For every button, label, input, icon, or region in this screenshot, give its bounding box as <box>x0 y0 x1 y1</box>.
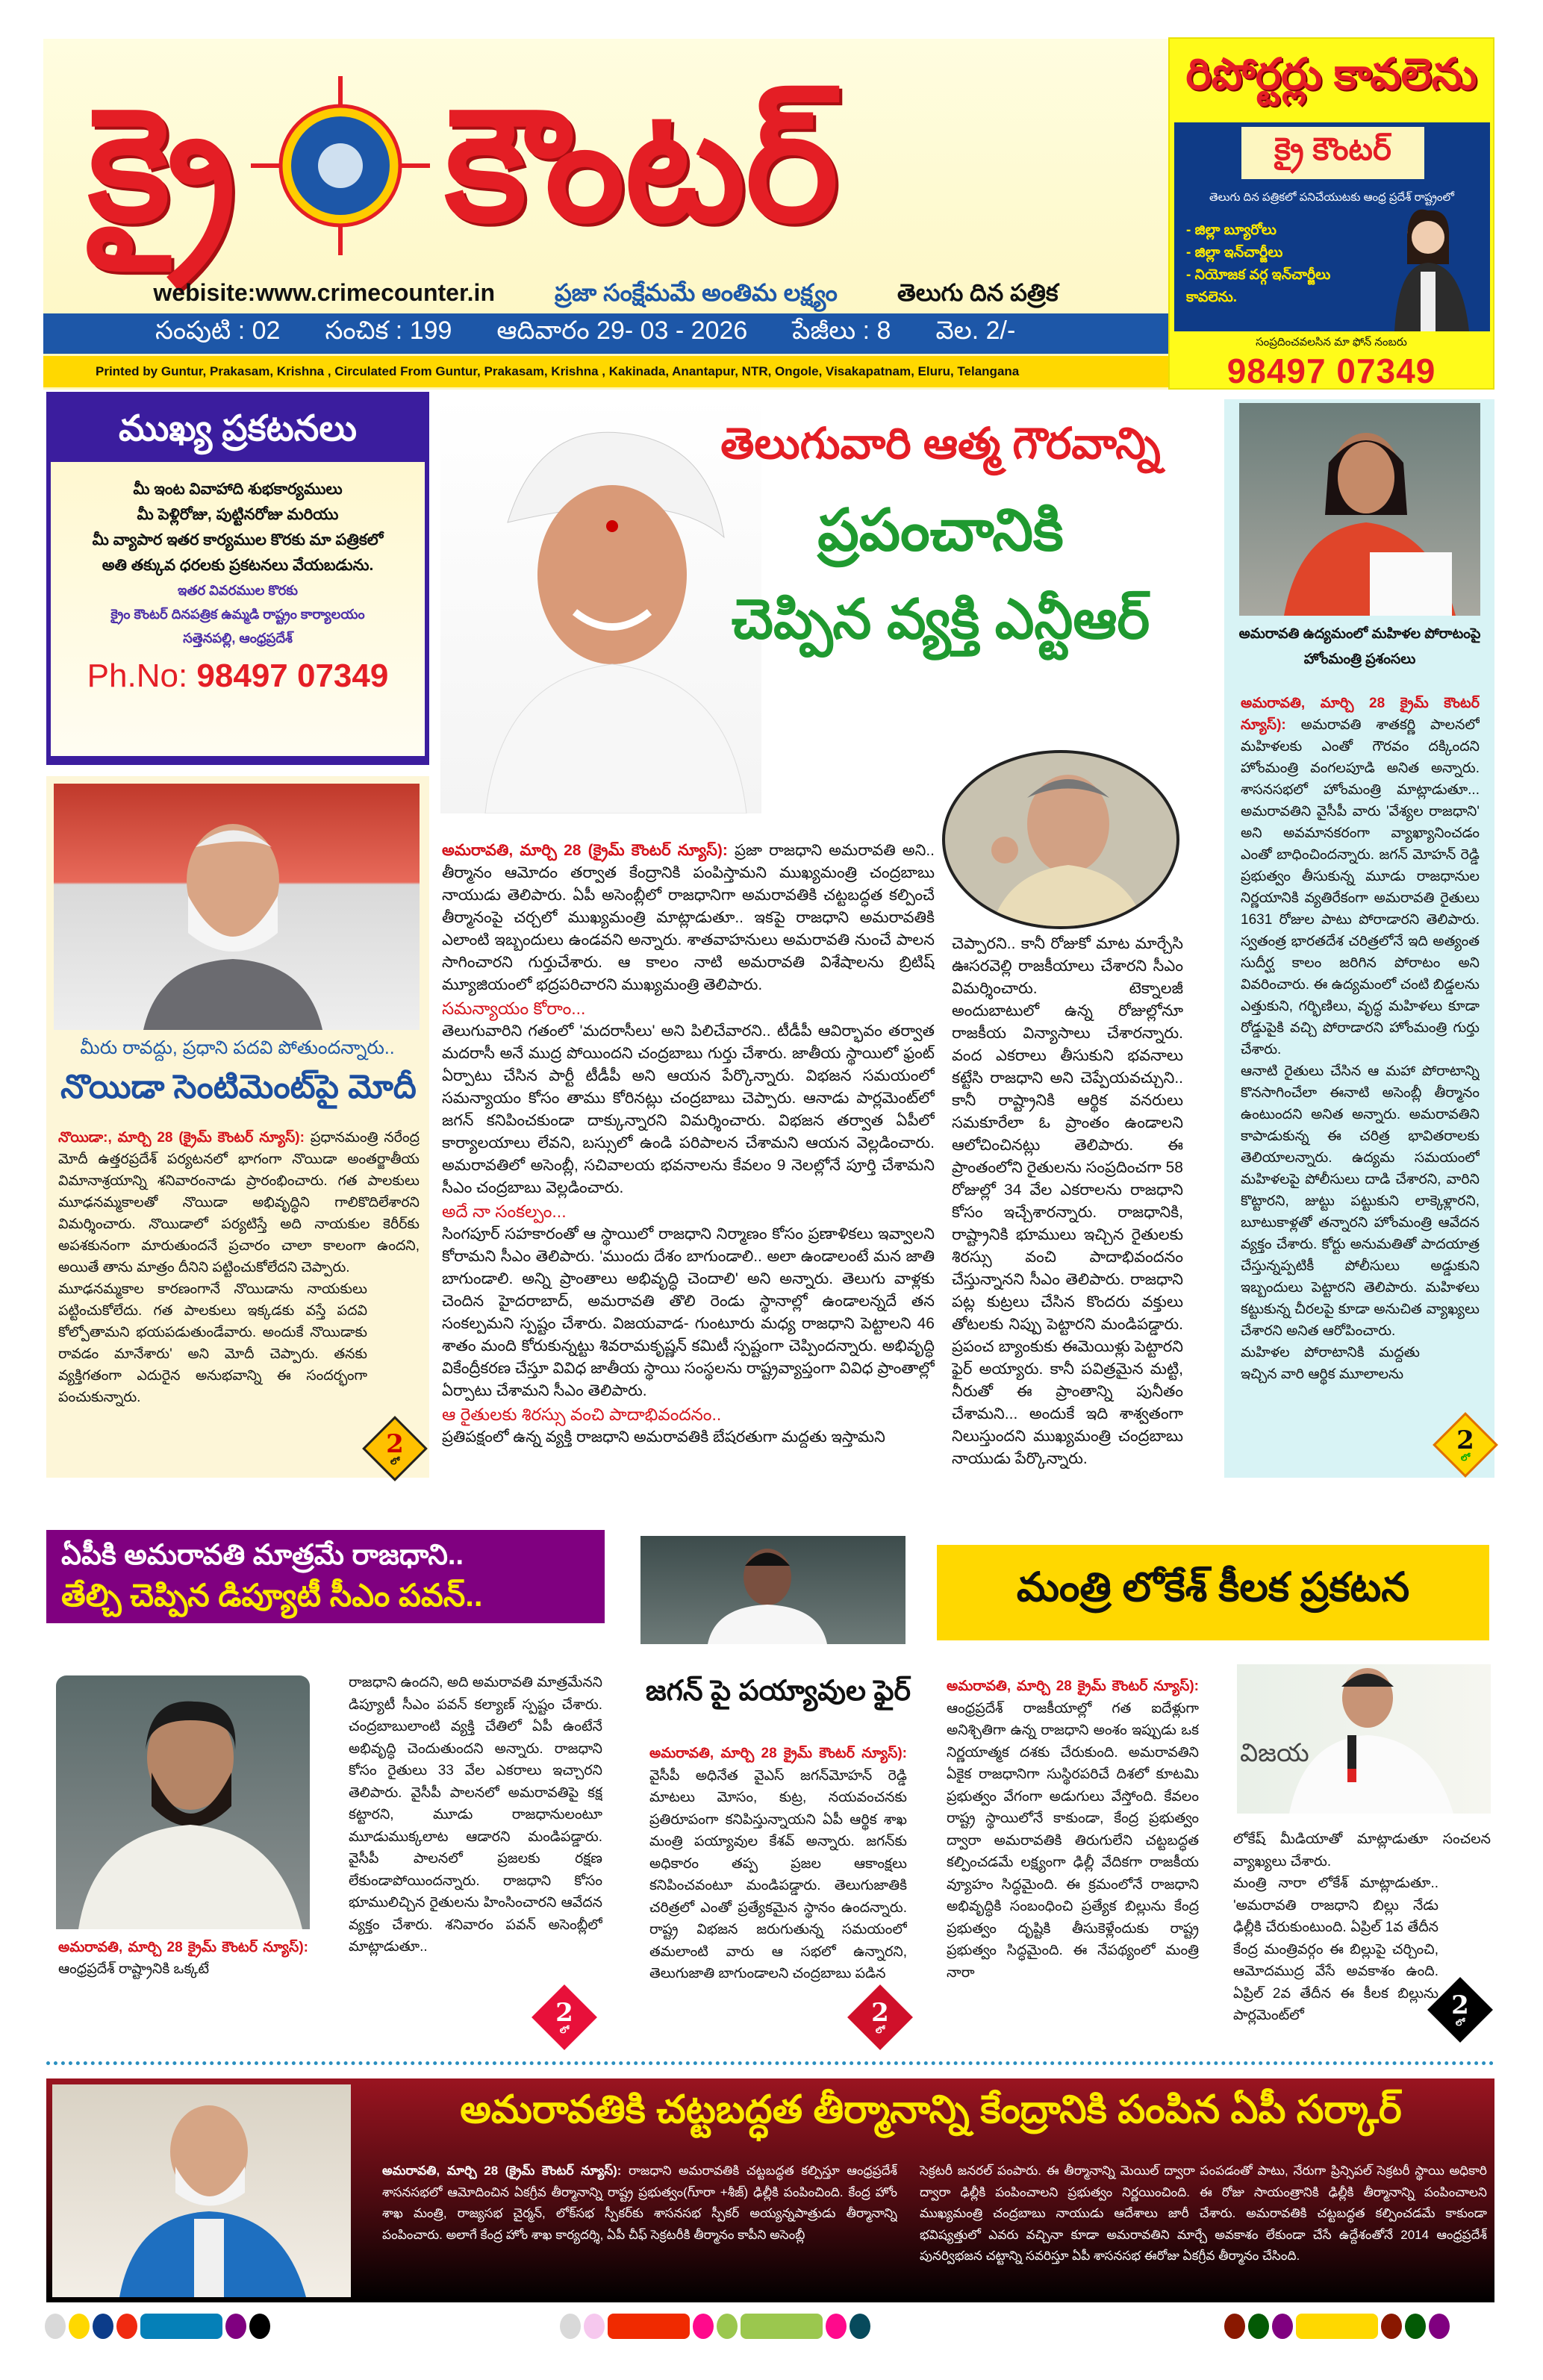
website: webisite:www.crimecounter.in <box>153 279 495 306</box>
slogan: ప్రజా సంక్షేమమే అంతిమ లక్ష్యం <box>554 279 838 306</box>
paragraph: రాజధాని అమరావతికి చట్టబద్ధత కల్పిస్తూ ఆంధ్రప్రదేశ్ శాసనసభలో ఆమోదించిన ఏకగ్రీవ తీర్మానాన్ని రాష్ట్ర ప్రభుత్వం(గూ్రా +శీజ్) ఢిల్లీకి పంపించింది. కేంద్ర హోం శాఖ మంత్రి, రాజ్యసభ చైర్మన్, లోక్‌సభ స్పీకర్‌కు శాసనసభ స్పీకర్ అయ్యన్నపాత్రుడు తీర్మానాన్ని పంపించారు. అలాగే కేంద్ర హోం శాఖ కార్యదర్శి, ఏపీ చీఫ్ సెక్రటరీకి తీర్మానం కాపీని అసెంబ్లీ <box>382 2164 897 2242</box>
color-swatch <box>93 2314 113 2339</box>
lead-body <box>442 840 935 1515</box>
lead-headline <box>702 407 1179 660</box>
dateline: అమరావతి, మార్చి 28 క్రైమ్ కౌంటర్ న్యూస్): <box>649 1746 907 1761</box>
ad-position: - జిల్లా బ్యూరోలు <box>1186 222 1277 238</box>
bottom-body-col2: సెక్రటరీ జనరల్ పంపారు. ఈ తీర్మానాన్ని మెయిల్ ద్వారా పంపడంతో పాటు, నేరుగా ప్రిన్సిపల్ సెక్రటరీ స్థాయి అధికారి ద్వారా ఢిల్లీకి పంపించాలని ప్రభుత్వం నిర్ణయించింది. ఈ రోజు సాయంత్రానికి ఢిల్లీకి తీర్మానాన్ని పంపించాలని ముఖ్యమంత్రి చంద్రబాబు నాయుడు ఆదేశాలు జారీ చేశారు. అమరావతికి చట్టబద్ధత కల్పించడమే కాకుండా భవిష్యత్తులో ఎవరు వచ్చినా కూడా అమరావతిని మార్చే అవకాశం లేకుండా చేసే ఉద్దేశంతోనే 2014 ఆంధ్రప్రదేశ్ పునర్విభజన చట్టాన్ని సవరిస్తూ ఏపీ శాసనసభ ఈరోజు ఏకగ్రీవ తీర్మానం చేసింది. <box>920 2164 1487 2263</box>
headline-line: తెలుగువారి ఆత్మ గౌరవాన్ని <box>720 419 1161 468</box>
paragraph: వైసీపీ అధినేత వైఎస్ జగన్‌మోహన్ రెడ్డి మాటలు మోసం, కుట్ర, నయవంచనకు ప్రతిరూపంగా కనిపిస్తున్నాయని ఏపీ ఆర్థిక శాఖ మంత్రి పయ్యావుల కేశవ్ అన్నారు. జగన్‌కు అధికారం తప్ప ప్రజల ఆకాంక్షలు కనిపించవంటూ మండిపడ్డారు. తెలుగుజాతికి చరిత్రలో ఎంతో ప్రత్యేకమైన స్థానం ఉందన్నారు. రాష్ట్ర విభజన జరుగుతున్న సమయంలో తమలాంటి వారు ఆ సభలో ఉన్నారని, తెలుగుజాతి బాగుండాలని చంద్రబాబు పడిన <box>649 1767 907 1981</box>
color-swatch <box>225 2314 246 2339</box>
dateline: అమరావతి, మార్చి 28 (క్రైమ్ కౌంటర్ న్యూస్): <box>442 842 728 859</box>
phone-label: Ph.No: <box>87 658 188 694</box>
ad-position: - జిల్లా ఇన్‌చార్జీలు <box>1186 245 1283 260</box>
printer-color-bar <box>45 2314 1500 2343</box>
masthead <box>43 39 1168 390</box>
color-swatch <box>116 2314 137 2339</box>
modi-body <box>58 1127 420 1470</box>
modi-article <box>46 776 429 1478</box>
color-swatch <box>1224 2314 1245 2339</box>
color-swatch <box>1296 2314 1378 2339</box>
payyavula-photo <box>640 1536 905 1644</box>
dateline: అమరావతి, మార్చి 28 (క్రైమ్ కౌంటర్ న్యూస్): <box>382 2164 622 2178</box>
dateline: అమరావతి, మార్చి 28 క్రైమ్ కౌంటర్ న్యూస్): <box>58 1940 308 1955</box>
paper-type: తెలుగు దిన పత్రిక <box>897 279 1059 306</box>
ads-line: మీ ఇంట వివాహాది శుభకార్యములు <box>133 481 343 498</box>
color-swatch <box>608 2314 690 2339</box>
jump-suffix: లో <box>559 2025 570 2035</box>
subheading: అదే నా సంకల్పం... <box>442 1202 567 1221</box>
modi-kicker: మీరు రావద్దు, ప్రధాని పదవి పోతుందన్నారు.. <box>80 1037 395 1058</box>
paragraph: ప్రజా రాజధాని అమరావతి అని.. తీర్మానం ఆమోదం తర్వాత కేంద్రానికి పంపిస్తామని ముఖ్యమంత్రి చంద్రబాబు నాయుడు తెలిపారు. ఏపీ అసెంబ్లీలో రాజధానిగా అమరావతికి చట్టబద్ధత కల్పించే తీర్మానంపై చర్చలో ముఖ్యమంత్రి మాట్లాడుతూ.. ఇకపై రాజధాని అమరావతికి ఎలాంటి ఇబ్బందులు ఉండవని అన్నారు. శాతవాహనులు అమరావతి నుంచే పాలన సాగించారని గుర్తుచేశారు. ఆ కాలం నాటి అమరావతి విశేషాలను బ్రిటిష్ మ్యూజియంలో భద్రపరిచారని ముఖ్యమంత్రి తెలిపారు. <box>442 842 935 993</box>
dateline: అమరావతి, మార్చి 28 క్రైమ్ కౌంటర్ న్యూస్): <box>947 1678 1199 1694</box>
issue-date: ఆదివారం 29- 03 - 2026 <box>496 316 748 345</box>
color-swatch <box>45 2314 66 2339</box>
color-swatch <box>584 2314 605 2339</box>
dotted-divider <box>46 2061 1494 2065</box>
photo-backdrop-text: విజయ <box>1240 1739 1309 1767</box>
paragraph: ఆంధ్రప్రదేశ్ రాష్ట్రానికి ఒక్కటే <box>58 1961 210 1977</box>
lokesh-headline: మంత్రి లోకేశ్ కీలక ప్రకటన <box>937 1545 1489 1640</box>
headline-line: తేల్చి చెప్పిన డిప్యూటీ సీఎం పవన్.. <box>61 1578 483 1613</box>
volume: సంపుటి : 02 <box>155 316 281 345</box>
jump-suffix: లో <box>1460 1452 1471 1463</box>
ads-line: మీ పెళ్లిరోజు, పుట్టినరోజు మరియు <box>137 506 339 523</box>
ads-line: అతి తక్కువ ధరలకు ప్రకటనలు వేయబడును. <box>102 557 374 574</box>
headline-line: ఏపీకి అమరావతి మాత్రమే రాజధాని.. <box>61 1540 464 1571</box>
paragraph: తెలుగువారిని గతంలో 'మదరాసీలు' అని పిలిచేవారని.. టీడీపీ ఆవిర్భావం తర్వాత మదరాసీ అనే ముద్ర పోయిందని చంద్రబాబు గుర్తు చేశారు. జాతీయ స్థాయిలో ఫ్రంట్ ఏర్పాటు చేసిన పార్టీ టీడీపీ అని ఆయన పేర్కొన్నారు. విభజన సమయంలో సమన్యాయం కోసం తాము కోరినట్లు చంద్రబాబు చెప్పారు. ఆనాడు పార్లమెంట్‌లో జగన్ కనిపించకుండా దాక్కున్నారని విమర్శించారు. విభజన తర్వాత ఏపీలో కార్యాలయాలు లేవని, బస్సులో ఉండి పరిపాలన చేశామని ఆయన వెల్లడించారు. అమరావతిలో అసెంబ్లీ, సచివాలయ భవనాలను కేవలం 9 నెలల్లోనే పూర్తి చేశామని సీఎం చంద్రబాబు వెల్లడించారు. <box>442 1022 935 1196</box>
color-swatch <box>741 2314 823 2339</box>
anitha-body <box>1241 693 1480 1472</box>
modi-bottom-photo <box>52 2084 351 2297</box>
page-count: పేజీలు : 8 <box>792 316 891 345</box>
color-swatch <box>560 2314 581 2339</box>
ads-detail: సత్తెనపల్లి, ఆంధ్రప్రదేశ్ <box>183 631 293 646</box>
lokesh-photo <box>1237 1664 1491 1814</box>
dateline: అమరావతి, మార్చి 28 క్రైమ్ కౌంటర్ న్యూస్): <box>1241 696 1480 733</box>
ad-line: తెలుగు దిన పత్రికలో పనిచేయుటకు ఆంధ్ర ప్రదేశ్ రాష్ట్రంలో <box>1209 191 1454 204</box>
pawan-headline-box <box>46 1530 605 1623</box>
tagline-row <box>43 279 1168 313</box>
jump-page: 2 <box>1451 1990 1469 2020</box>
anitha-article <box>1224 399 1494 1478</box>
color-swatch <box>850 2314 870 2339</box>
jump-page: 2 <box>871 1998 889 2028</box>
color-swatch <box>1248 2314 1269 2339</box>
subheading: ఆ రైతులకు శిరస్సు వంచి పాదాభివందనం.. <box>442 1405 722 1424</box>
ads-phone <box>51 658 425 695</box>
ads-heading: ముఖ్య ప్రకటనలు <box>118 409 357 449</box>
color-swatch <box>1429 2314 1450 2339</box>
bottom-lead-article <box>46 2078 1494 2302</box>
color-swatch <box>140 2314 222 2339</box>
color-swatch <box>826 2314 847 2339</box>
bottom-headline: అమరావతికి చట్టబద్ధత తీర్మానాన్ని కేంద్రానికి పంపిన ఏపీ సర్కార్ <box>460 2088 1402 2131</box>
paragraph: ఆనాటి రైతులు చేసిన ఆ మహా పోరాటాన్ని కొనసాగించేలా ఈనాటి అసెంబ్లీ తీర్మానం ఉంటుందని అనిత అన్నారు. అమరావతిని కాపాడుకున్న ఈ చరిత్ర భావితరాలకు తెలియాలన్నారు. ఉద్యమ సమయంలో మహిళలపై పోలీసులు దాడి చేశారని, వారిని కొట్టారని, జుట్టు పట్టుకుని లాక్కెళ్లారని, బూటుకాళ్లతో తన్నారని హోంమంత్రి ఆవేదన వ్యక్తం చేశారు. కోర్టు అనుమతితో పాదయాత్ర చేస్తున్నప్పటికీ పోలీసులు అడ్డుకుని ఇబ్బందులు పెట్టారని తెలిపారు. మహిళలు కట్టుకున్న చీరలపై కూడా అనుచిత వ్యాఖ్యలు చేశారని అనిత ఆరోపించారు. <box>1241 1063 1480 1339</box>
paragraph: ప్రతిపక్షంలో ఉన్న వ్యక్తి రాజధాని అమరావతికి బేషరతుగా మద్దతు ఇస్తామని <box>442 1428 885 1446</box>
logo-text-right: కౌంటర్ <box>444 78 839 253</box>
price: వెల. 2/- <box>935 316 1016 345</box>
color-swatch <box>1405 2314 1426 2339</box>
headline-line: ప్రపంచానికి <box>817 497 1064 563</box>
color-group <box>45 2314 270 2339</box>
dateline: నొయిడా:, మార్చి 28 (క్రైమ్ కౌంటర్ న్యూస్): <box>58 1130 305 1146</box>
jump-page: 2 <box>386 1429 404 1459</box>
newspaper-logo <box>88 69 838 263</box>
paragraph: లోకేష్ మీడియాతో మాట్లాడుతూ సంచలన వ్యాఖ్యలు చేశారు. <box>1233 1831 1491 1870</box>
printed-line: Printed by Guntur, Prakasam, Krishna , Circulated From Guntur, Prakasam, Krishna , Kakinada, Anantapur, NTR, Ongole, Visakapatnam, Eluru, Telangana <box>43 356 1168 387</box>
jump-suffix: లో <box>390 1456 400 1467</box>
ads-detail: ఇతర వివరముల కొరకు <box>178 583 298 598</box>
anitha-headline: అమరావతి ఉద్యమంలో మహిళల పోరాటంపై హోంమంత్రి ప్రశంసలు <box>1238 626 1481 667</box>
paragraph: సింగపూర్ సహకారంతో ఆ స్థాయిలో రాజధాని నిర్మాణం కోసం ప్రణాళికలు ఇవ్వాలని కోరామని సీఎం తెలిపారు. 'ముందు దేశం బాగుండాలి.. అలా ఉండాలంటే మన జాతి బాగుండాలి. అన్ని ప్రాంతాలు అభివృద్ధి చెందాలి' అని అన్నారు. తెలుగు వాళ్లకు చెందిన హైదరాబాద్, అమరావతి తొలి రెండు స్థానాల్లో ఉండాలన్నదే తన సంకల్పమని స్పష్టం చేశారు. విజయవాడ- గుంటూరు మధ్య రాజధాని పెట్టాలని 46 శాతం మంది కోరుకున్నట్టు శివరామకృష్ణన్ కమిటీ స్పష్టంగా చెప్పిందన్నారు. అభివృద్ధి వికేంద్రీకరణ చేస్తూ వివిధ జాతీయ స్థాయి సంస్థలను రాష్ట్రవ్యాప్తంగా వివిధ ప్రాంతాల్లో ఏర్పాటు చేశామని సీఎం తెలిపారు. <box>442 1225 935 1399</box>
ad-phone: 98497 07349 <box>1226 352 1436 390</box>
lokesh-body <box>947 1675 1199 2037</box>
ad-position: కావలెను. <box>1186 290 1238 305</box>
lead-body-continued: చెప్పారని.. కానీ రోజుకో మాట మార్చేసి ఊసరవెల్లి రాజకీయాలు చేశారని సీఎం విమర్శించారు. టెక్నాలజీ అందుబాటులో ఉన్న రోజుల్లోనూ రాజకీయ విన్యాసాలు చేశారన్నారు. వంద ఎకరాలు తీసుకుని భవనాలు కట్టేసి రాజధాని అని చెప్పేయవచ్చుని.. కానీ రాష్ట్రానికి ఆర్థిక వనరులు సమకూరేలా ఓ ప్రాంతం ఉండాలని ఆలోచించినట్లు తెలిపారు. ఈ ప్రాంతంలోని రైతులను సంప్రదించగా 58 రోజుల్లో 34 వేల ఎకరాలను రాజధాని కోసం ఇచ్చేశారన్నారు. రాజధానికి, రాష్ట్రానికి భూములు ఇచ్చిన రైతులకు శిరస్సు వంచి పాదాభివందనం చేస్తున్నానని సీఎం తెలిపారు. రాజధాని పట్ల కుట్రలు చేసిన కొందరు వక్తులు తోటలకు నిప్పు పెట్టారని మండిపడ్డారు. ప్రపంచ బ్యాంకుకు ఈమెయిళ్లు పెట్టారని ఫైర్ అయ్యారు. కానీ పవిత్రమైన మట్టి, నీరుతో ఈ ప్రాంతాన్ని పునీతం చేశామని... అందుకే ఇది శాశ్వతంగా నిలుస్తుందని ముఖ్యమంత్రి చంద్రబాబు నాయుడు పేర్కొన్నారు. <box>952 935 1183 1467</box>
paragraph: అమరావతి శాతకర్ణి పాలనలో మహిళలకు ఎంతో గౌరవం దక్కిందని హోంమంత్రి వంగలపూడి అనిత అన్నారు. శాసనసభలో హోంమంత్రి మాట్లాడుతూ... అమరావతిని వైసీపీ వారు 'వేశ్యల రాజధాని' అని అవమానకరంగా వ్యాఖ్యానించడం ఎంతో బాధించిందన్నారు. జగన్ మోహన్ రెడ్డి ప్రభుత్వం తీసుకున్న మూడు రాజధానుల నిర్ణయానికి వ్యతిరేకంగా అమరావతి రైతులు 1631 రోజుల పాటు పోరాడారని తెలిపారు. స్వతంత్ర భారతదేశ చరిత్రలోనే ఇది అత్యంత సుదీర్ఘ కాలం జరిగిన పోరాటం అని వివరించారు. ఈ ఉద్యమంలో చంటి బిడ్డలను ఎత్తుకుని, గర్భిణిలు, వృద్ధ మహిళలు కూడా రోడ్డుపైకి వచ్చి పోరాడారని హోంమంత్రి గుర్తు చేశారు. <box>1241 717 1480 1058</box>
jump-page: 2 <box>1456 1425 1474 1455</box>
pawan-photo <box>56 1675 310 1929</box>
color-swatch <box>249 2314 270 2339</box>
paragraph: మహిళల పోరాటానికి మద్దతు ఇచ్చిన వారి ఆర్థిక మూలాలను <box>1241 1345 1420 1382</box>
ad-position: - నియోజక వర్గ ఇన్‌చార్జీలు <box>1186 267 1331 283</box>
modi-headline: నొయిడా సెంటిమెంట్‌పై మోదీ <box>60 1069 417 1105</box>
headline-line: చెప్పిన వ్యక్తి ఎన్టీఆర్ <box>731 588 1150 650</box>
color-swatch <box>69 2314 90 2339</box>
ads-detail: క్రైం కౌంటర్ దినపత్రిక ఉమ్మడి రాష్ట్రం కార్యాలయం <box>110 607 365 622</box>
color-group <box>1224 2314 1450 2339</box>
paragraph: మూఢనమ్మకాల కారణంగానే నొయిడాను నాయకులు పట్టించుకోలేదు. గత పాలకులు ఇక్కడకు వస్తే పదవి కోల్పోతామని భయపడుతుండేవారు. అందుకే నొయిడాకు రావడం మానేశారు' అని మోదీ చెప్పారు. తనకు వ్యక్తిగతంగా ఎదురైన అనుభవాన్ని ఈ సందర్భంగా పంచుకున్నారు. <box>58 1281 367 1405</box>
ads-line: మీ వ్యాపార ఇతర కార్యముల కొరకు మా పత్రికలో <box>92 531 384 549</box>
ads-body <box>51 462 425 756</box>
advertisement-box <box>46 392 429 765</box>
ad-positions <box>1186 219 1330 309</box>
paragraph: ప్రధానమంత్రి నరేంద్ర మోదీ ఉత్తరప్రదేశ్ పర్యటనలో భాగంగా నొయిడా అంతర్జాతీయ విమానాశ్రయాన్ని శనివారంనాడు ప్రారంభించారు. గత పాలకులు మూఢనమ్మకాలతో నొయిడా అభివృద్ధిని గాలికొదిలేశారని విమర్శించారు. నొయిడాలో పర్యటిస్తే అది నాయకుల కెరీర్‌కు అపశకునంగా మారుతుందనే ప్రచారం చాలా కాలంగా ఉందని, అయితే తాను మాత్రం దీనిని పట్టించుకోలేదని చెప్పారు. <box>58 1130 420 1275</box>
phone-number: 98497 07349 <box>196 658 389 694</box>
crosshair-globe-icon <box>251 76 430 255</box>
jagan-body <box>649 1743 907 2037</box>
color-swatch <box>1381 2314 1402 2339</box>
subheading: సమన్యాయం కోరాం... <box>442 999 586 1018</box>
pawan-body: రాజధాని ఉందని, అది అమరావతి మాత్రమేనని డిప్యూటీ సీఎం పవన్ కల్యాణ్ స్పష్టం చేశారు. చంద్రబాబులాంటి వ్యక్తి చేతిలో ఏపీ ఉంటేనే అభివృద్ధి చెందుతుందని అన్నారు. రాజధాని కోసం రైతులు 33 వేల ఎకరాలు ఇచ్చారని తెలిపారు. వైసీపీ పాలనలో అమరావతిపై కక్ష కట్టారని, మూడు రాజధానులంటూ మూడుముక్కలాట ఆడారని మండిపడ్డారు. వైసీపీ పాలనలో ప్రజలకు రక్షణ లేకుండాపోయిందన్నారు. రాజధాని కోసం భూములిచ్చిన రైతులను హింసించారని ఆవేదన వ్యక్తం చేశారు. శనివారం పవన్ అసెంబ్లీలో మాట్లాడుతూ.. <box>349 1675 602 1955</box>
reporters-wanted-ad <box>1168 37 1494 390</box>
jump-suffix: లో <box>875 2025 885 2035</box>
ad-heading: రిపోర్టర్లు కావలెను <box>1185 50 1477 99</box>
issue-bar <box>43 313 1168 354</box>
jump-suffix: లో <box>1455 2017 1465 2028</box>
jump-page: 2 <box>555 1998 573 2028</box>
paragraph: ఆంధ్రప్రదేశ్ రాజకీయాల్లో గత ఐదేళ్లుగా అనిశ్చితిగా ఉన్న రాజధాని అంశం ఇప్పుడు ఒక నిర్ణయాత్మక దశకు చేరుకుంది. అమరావతిని ఏకైక రాజధానిగా సుస్థిరపరిచే దిశలో కూటమి ప్రభుత్వం వేగంగా అడుగులు వేస్తోంది. కేవలం రాష్ట్ర స్థాయిలోనే కాకుండా, కేంద్ర ప్రభుత్వం ద్వారా అమరావతికి తిరుగులేని చట్టబద్ధత కల్పించడమే లక్ష్యంగా ఢిల్లీ వేదికగా రాజకీయ వ్యూహం సిద్ధమైంది. ఈ క్రమంలోనే రాజధాని అభివృద్ధికి సంబంధించి ప్రత్యేక బిల్లును కేంద్ర ప్రభుత్వం దృష్టికి తీసుకెళ్లేందుకు రాష్ట్ర ప్రభుత్వం సిద్ధమైంది. ఈ నేపథ్యంలో మంత్రి నారా <box>947 1700 1199 1981</box>
woman-photo <box>1365 204 1477 331</box>
ad-contact-label: సంప్రదించవలసిన మా ఫోన్ నంబరు <box>1256 336 1407 349</box>
paragraph: మంత్రి నారా లోకేశ్ మాట్లాడుతూ.. 'అమరావతి రాజధాని బిల్లు నేడు ఢిల్లీకి చేరుకుంటుంది. ఏప్రిల్ 1వ తేదీన కేంద్ర మంత్రివర్గం ఈ బిల్లుపై చర్చించి, ఆమోదముద్ర వేసే అవకాశం ఉంది. ఏప్రిల్ 2వ తేదీన ఈ కీలక బిల్లును పార్లమెంట్‌లో <box>1233 1875 1438 2023</box>
color-swatch <box>717 2314 738 2339</box>
bottom-body-col1 <box>382 2161 897 2299</box>
color-swatch <box>1272 2314 1293 2339</box>
pawan-intro <box>58 1937 308 1980</box>
anitha-photo <box>1239 403 1480 616</box>
issue-number: సంచిక : 199 <box>325 316 452 345</box>
ad-blue-panel <box>1174 122 1490 331</box>
color-group <box>560 2314 870 2339</box>
ad-logo: క్రై కౌంటర్ <box>1241 127 1424 179</box>
modi-photo <box>54 784 420 1030</box>
jagan-headline: జగన్ పై పయ్యావుల ఫైర్ <box>645 1675 911 1707</box>
chandrababu-photo <box>942 750 1179 929</box>
logo-text-left: క్రై <box>88 78 236 253</box>
color-swatch <box>693 2314 714 2339</box>
